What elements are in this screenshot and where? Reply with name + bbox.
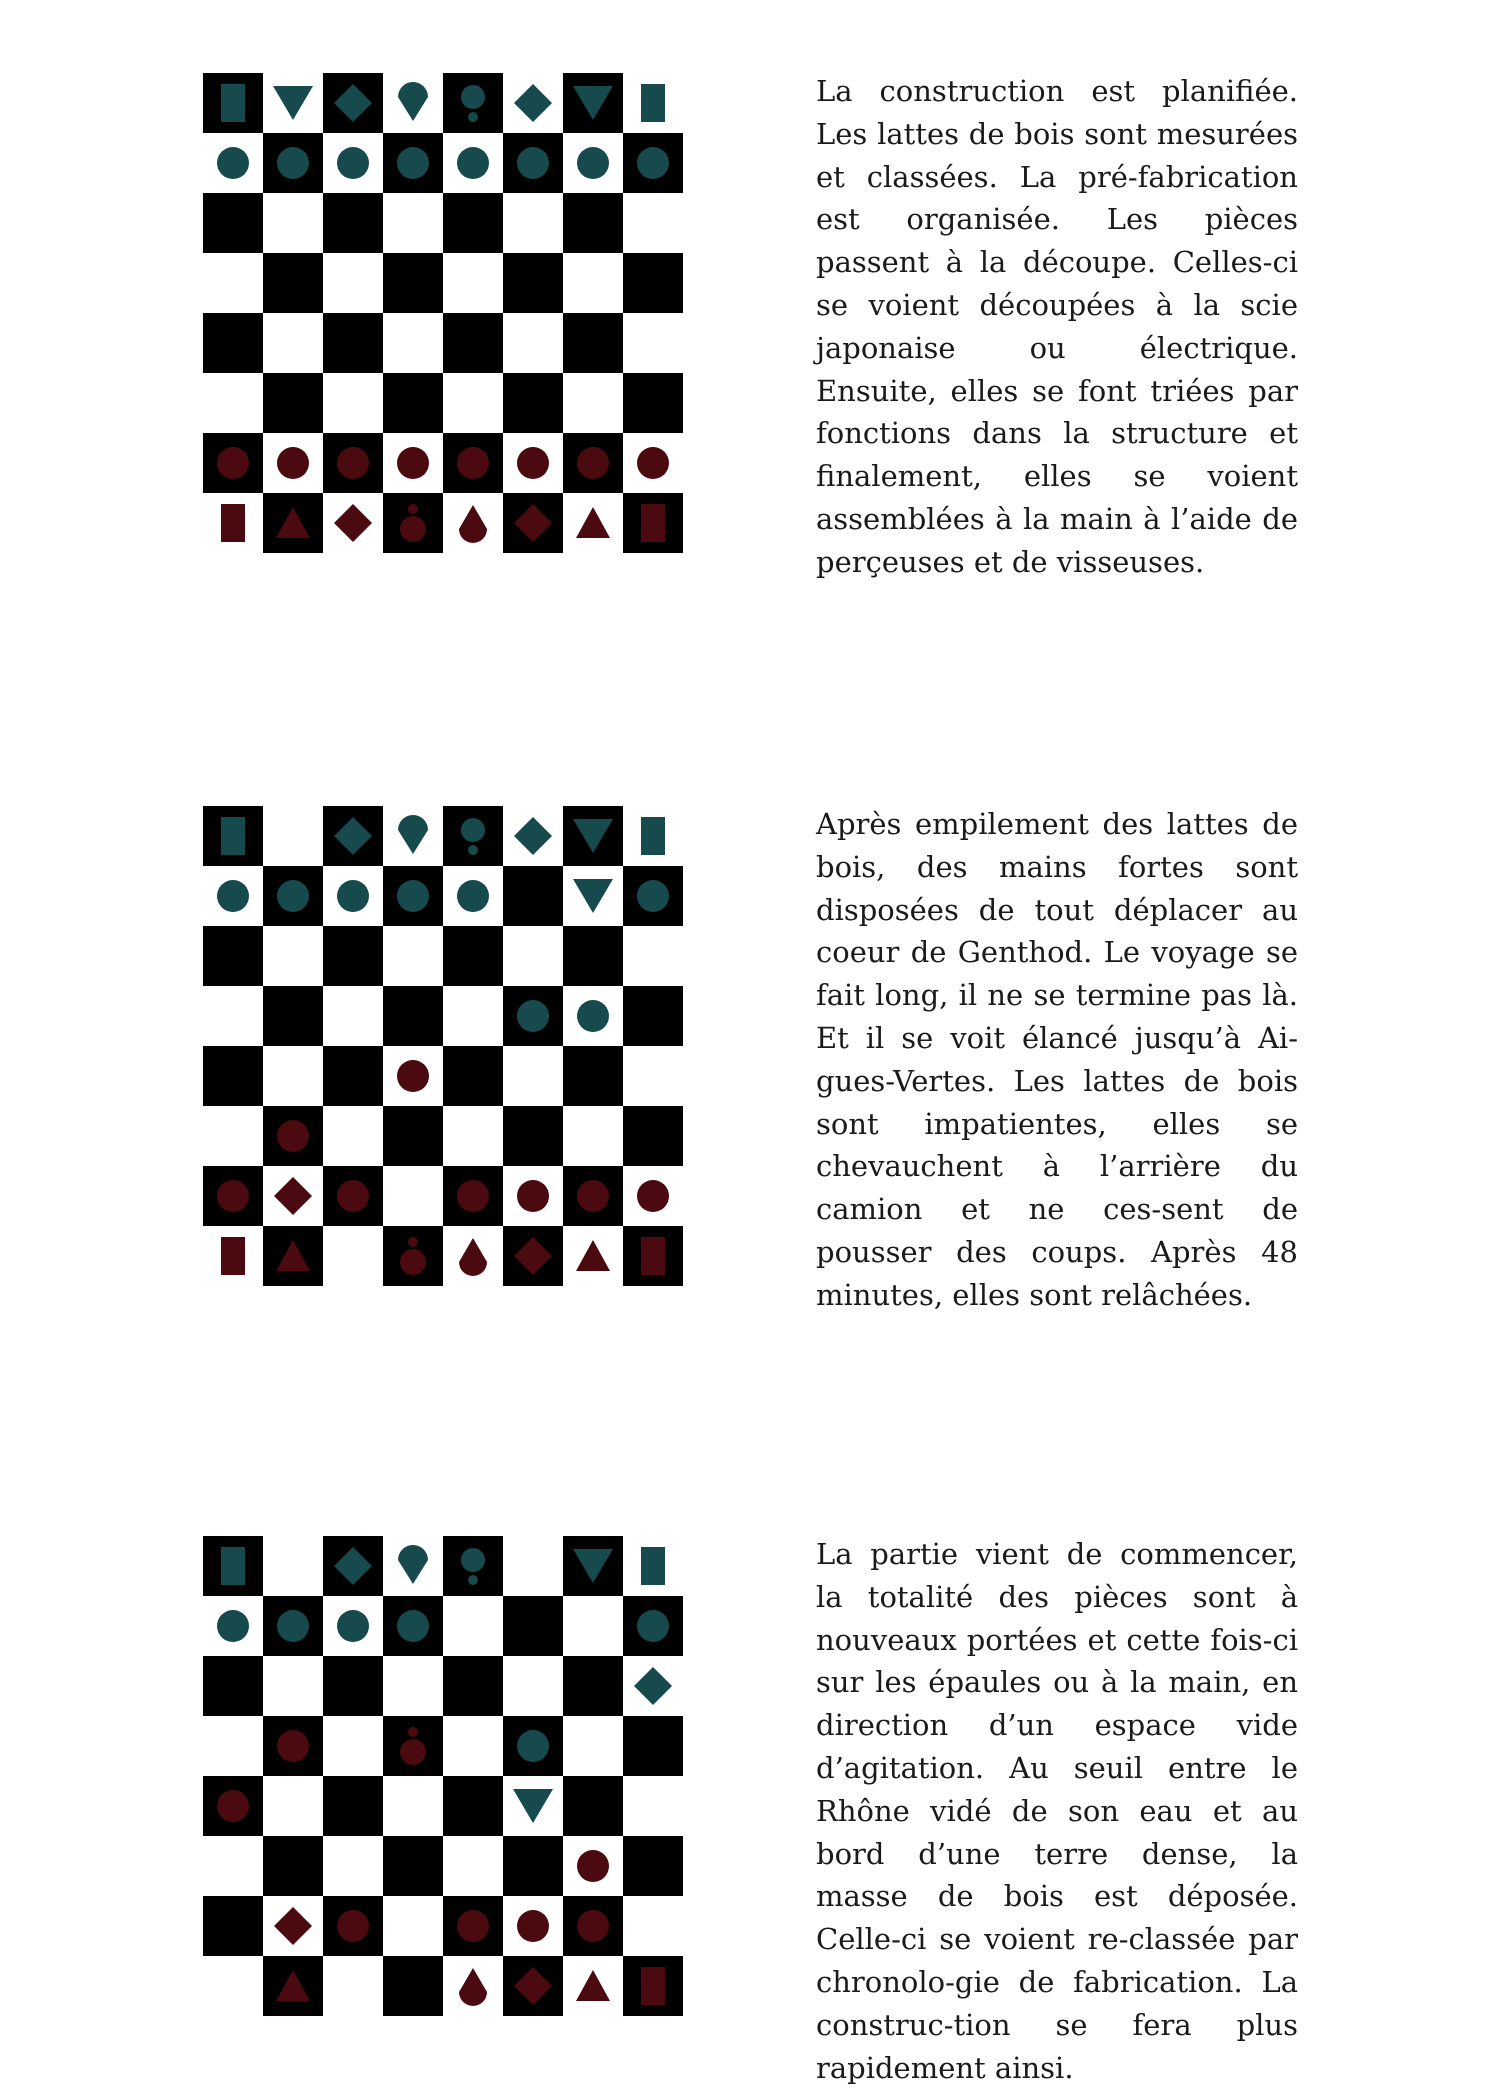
board-square [323,1656,383,1716]
board-square [383,193,443,253]
board-square [383,986,443,1046]
chess-piece-circle [637,447,669,479]
board-square [443,1836,503,1896]
chess-piece-circle [457,1910,489,1942]
board-square [203,1956,263,2016]
board-square [563,373,623,433]
chess-piece-circle [577,1850,609,1882]
board-square [383,1656,443,1716]
board-square [383,1836,443,1896]
board-square [623,1776,683,1836]
board-square [203,926,263,986]
chess-piece-circle [217,1180,249,1212]
board-square [503,1836,563,1896]
board-square [623,986,683,1046]
chess-piece-circle [457,447,489,479]
chess-piece-circle [577,147,609,179]
board-square [323,1046,383,1106]
board-square [323,1776,383,1836]
board-square [443,926,503,986]
board-square [323,1836,383,1896]
board-square [383,1956,443,2016]
chess-piece-circle [637,147,669,179]
board-square [623,313,683,373]
board-square [503,253,563,313]
chess-piece-circle [517,447,549,479]
board-square [323,1716,383,1776]
board-square [323,926,383,986]
board-square [563,1596,623,1656]
board-square [503,866,563,926]
board-square [263,1536,323,1596]
board-square [503,313,563,373]
chess-piece-circle [397,1060,429,1092]
board-square [623,926,683,986]
board-square [323,193,383,253]
chessboard [203,806,683,1286]
board-square [323,1106,383,1166]
chess-piece-circle [277,1730,309,1762]
board-square [623,1716,683,1776]
board-square [623,1896,683,1956]
board-square [203,1656,263,1716]
board-square [263,926,323,986]
board-square [503,193,563,253]
board-square [263,1836,323,1896]
chess-piece-circle [457,1180,489,1212]
board-square [623,1106,683,1166]
board-square [203,1836,263,1896]
chess-piece-circle [637,1610,669,1642]
chess-piece-rect [641,504,665,542]
board-square [203,986,263,1046]
board-square [503,926,563,986]
board-square [263,1046,323,1106]
board-square [263,193,323,253]
board-square [383,1776,443,1836]
board-square [563,313,623,373]
board-square [203,253,263,313]
board-square [503,373,563,433]
chess-piece-rect [221,1547,245,1585]
chess-piece-circle [457,880,489,912]
chessboard-svg [203,806,683,1286]
chess-piece-circle [517,1180,549,1212]
board-square [503,1106,563,1166]
board-square [563,1776,623,1836]
chess-piece-rect [221,1237,245,1275]
chess-piece-circle [217,880,249,912]
chess-piece-circle [217,147,249,179]
chessboard-svg [203,1536,683,2016]
board-square [203,1106,263,1166]
board-square [503,1046,563,1106]
board-square [503,1656,563,1716]
board-square [383,1106,443,1166]
paragraph: La partie vient de commencer, la totalité des pièces sont à nouveaux portées et cette fois-ci sur les épaules ou à la main, en direction d’un espace vide d’agitation. Au seuil entre le Rhône vidé de son eau et au bord d’une terre dense, la masse de bois est déposée. Celle-ci se voient re-classée par chronolo-gie de fabrication. La construc-tion se fera plus rapidement ainsi. [816,1537,1298,2085]
board-square [323,986,383,1046]
chess-piece-circle [397,147,429,179]
chess-piece-circle [517,1910,549,1942]
chess-piece-rect [641,817,665,855]
board-square [443,1716,503,1776]
chess-piece-rect [641,1237,665,1275]
board-square [383,1896,443,1956]
board-square [263,986,323,1046]
board-square [263,373,323,433]
paragraph: La construction est planifiée. Les lattes de bois sont mesurées et classées. La pré-fabrication est organisée. Les pièces passent à la découpe. Celles-ci se voient découpées à la scie japonaise ou électrique. Ensuite, elles se font triées par fonctions dans la structure et finalement, elles se voient assemblées à la main à l’aide de perçeuses et de visseuses. [816,74,1298,579]
chess-piece-circle [397,880,429,912]
board-square [443,1106,503,1166]
board-square [443,313,503,373]
board-square [263,1776,323,1836]
chess-piece-circle [277,1120,309,1152]
board-square [203,193,263,253]
chess-piece-circle [457,147,489,179]
chess-piece-circle [517,1730,549,1762]
board-square [563,253,623,313]
board-square [323,1956,383,2016]
board-square [323,313,383,373]
board-square [623,253,683,313]
board-square [563,1046,623,1106]
chess-piece-circle [217,447,249,479]
chess-piece-circle [217,1610,249,1642]
board-square [383,926,443,986]
board-square [623,373,683,433]
board-square [443,1776,503,1836]
board-square [383,253,443,313]
board-square [203,1896,263,1956]
chess-piece-circle [337,1180,369,1212]
board-square [263,313,323,373]
board-square [623,193,683,253]
chess-piece-circle [577,447,609,479]
board-square [323,373,383,433]
board-square [443,1596,503,1656]
chess-piece-circle [397,1610,429,1642]
chess-piece-rect [641,84,665,122]
board-square [503,1536,563,1596]
chess-piece-rect [221,817,245,855]
board-square [443,1046,503,1106]
board-square [323,1226,383,1286]
chessboard-svg [203,73,683,553]
board-square [263,253,323,313]
board-square [623,1836,683,1896]
board-square [263,806,323,866]
board-square [443,986,503,1046]
chess-piece-circle [577,1910,609,1942]
board-square [323,253,383,313]
chess-piece-circle [337,1910,369,1942]
chess-piece-circle [277,447,309,479]
board-square [443,193,503,253]
board-square [443,373,503,433]
board-square [203,1716,263,1776]
board-square [503,1596,563,1656]
board-square [383,1166,443,1226]
chess-piece-circle [337,1610,369,1642]
chess-piece-circle [517,1000,549,1032]
chess-piece-circle [577,1180,609,1212]
chess-piece-circle [277,147,309,179]
chess-piece-rect [221,84,245,122]
board-square [563,1656,623,1716]
chess-piece-circle [337,880,369,912]
board-square [563,1106,623,1166]
chess-piece-rect [641,1547,665,1585]
board-square [383,313,443,373]
board-square [203,313,263,373]
chess-piece-circle [337,147,369,179]
board-square [563,1716,623,1776]
board-square [563,193,623,253]
chess-piece-circle [397,447,429,479]
chess-piece-rect [641,1967,665,2005]
chess-piece-rect [221,504,245,542]
chess-piece-circle [517,147,549,179]
chess-piece-circle [637,880,669,912]
chess-piece-circle [637,1180,669,1212]
chess-piece-circle [577,1000,609,1032]
chess-piece-circle [217,1790,249,1822]
board-square [563,926,623,986]
paragraph: Après empilement des lattes de bois, des mains fortes sont disposées de tout déplacer au coeur de Genthod. Le voyage se fait long, il ne se termine pas là. Et il se voit élancé jusqu’à Ai-gues-Vertes. Les lattes de bois sont impatientes, elles se chevauchent à l’arrière du camion et ne ces-sent de pousser des coups. Après 48 minutes, elles sont relâchées. [816,807,1298,1312]
board-square [203,373,263,433]
chessboard [203,1536,683,2016]
board-square [203,1046,263,1106]
board-square [443,253,503,313]
chess-piece-circle [277,1610,309,1642]
board-square [383,373,443,433]
board-square [623,1046,683,1106]
chess-piece-circle [337,447,369,479]
board-square [443,1656,503,1716]
board-square [263,1656,323,1716]
chess-piece-circle [277,880,309,912]
chessboard [203,73,683,553]
